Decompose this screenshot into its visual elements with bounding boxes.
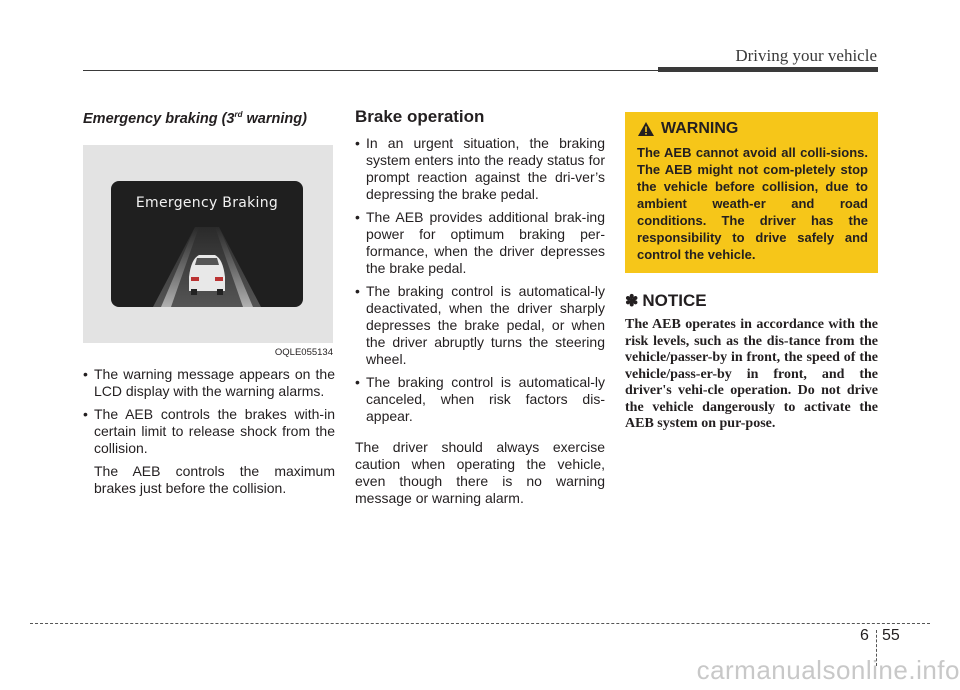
section-heading: Brake operation	[355, 107, 485, 126]
chapter-number: 6	[860, 627, 869, 644]
list-item: • The braking control is automatical-ly canceled, when risk factors dis-appear.	[355, 374, 605, 425]
warning-box	[625, 112, 878, 273]
bullet-list	[83, 366, 335, 457]
car-icon	[189, 255, 225, 295]
left-column	[83, 106, 335, 497]
notice-label: NOTICE	[642, 291, 707, 310]
indented-paragraph: The AEB controls the maximum brakes just before the collision.	[94, 462, 335, 496]
watermark: carmanualsonline.info	[696, 655, 960, 685]
list-item: • The AEB controls the brakes with-in certain limit to release shock from the collision.	[83, 406, 335, 457]
notice-heading	[625, 291, 878, 311]
list-item: • In an urgent situation, the braking system enters into the ready status for prompt reaction against the dri-ver’s depressing the brake pedal.	[355, 135, 605, 203]
notice-icon: ✽	[625, 293, 639, 310]
warning-text: The AEB cannot avoid all colli-sions. The AEB might not com-pletely stop the vehicle before collision, due to ambient weath-er and road conditions. The driver has the responsibility to drive safely and control the vehicle.	[637, 145, 868, 262]
middle-column	[355, 106, 605, 507]
page-number: 55	[882, 627, 900, 644]
warning-title	[637, 120, 868, 138]
bullet-list	[355, 135, 605, 425]
lcd-message: Emergency Braking	[135, 194, 279, 211]
footer-rule	[30, 623, 930, 624]
list-item: • The AEB provides additional brak-ing power for optimum braking per-formance, when the driver depresses the brake pedal.	[355, 209, 605, 277]
warning-triangle-icon	[637, 121, 655, 137]
warning-label: WARNING	[661, 120, 739, 137]
list-item: • The warning message appears on the LCD display with the warning alarms.	[83, 366, 335, 400]
header-rule-accent	[658, 67, 878, 72]
body-paragraph: The driver should always exercise caution when operating the vehicle, even though there is no warning message or warning alarm.	[355, 439, 605, 506]
page-header-title: Driving your vehicle	[735, 46, 877, 65]
figure-code: OQLE055134	[274, 346, 333, 358]
list-item: • The braking control is automatical-ly deactivated, when the driver sharply depresses the brake pedal, or when the driver abruptly turns the steering wheel.	[355, 283, 605, 368]
notice-text: The AEB operates in accordance with the risk levels, such as the dis-tance from the vehicle/passer-by in front, the speed of the vehicle/pass-er-by in front, and the driver's vehi-cle operation. Do not drive the vehicle dangerously to activate the AEB system on pur-pose.	[625, 317, 878, 431]
right-column	[625, 112, 878, 433]
lcd-display	[111, 181, 303, 307]
section-subheading: Emergency braking (3rd warning)	[83, 110, 307, 127]
cluster-figure	[83, 145, 333, 343]
